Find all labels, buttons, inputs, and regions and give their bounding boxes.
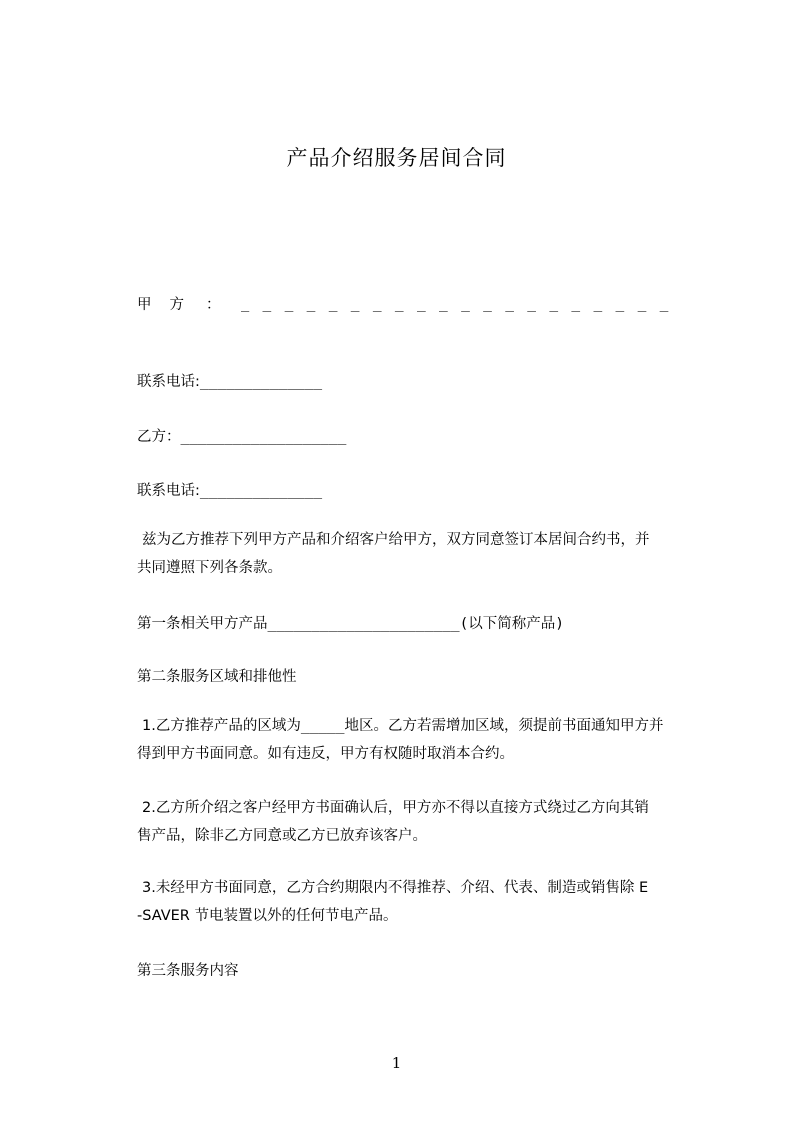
clause-2 xyxy=(137,794,702,850)
clause-1-pre: 1.乙方推荐产品的区域为 xyxy=(142,718,301,734)
clause-3-line-1: 3.未经甲方书面同意，乙方合约期限内不得推荐、介绍、代表、制造或销售除 E xyxy=(142,880,649,896)
intro-line-1: 兹为乙方推荐下列甲方产品和介绍客户给甲方，双方同意签订本居间合约书，并 xyxy=(142,532,650,548)
intro-line-2: 共同遵照下列各条款。 xyxy=(137,560,282,576)
clause-1-blank: _____ xyxy=(300,718,345,734)
party-b-field xyxy=(137,425,346,446)
article-1-blank: ______________________ xyxy=(267,616,460,632)
party-a-colon: ： xyxy=(206,297,221,313)
clause-1-post: 地区。乙方若需增加区域，须提前书面通知甲方并 xyxy=(344,718,664,734)
party-b-label: 乙方： xyxy=(137,429,181,445)
document-title: 产品介绍服务居间合同 xyxy=(286,146,507,170)
clause-3-line-2: -SAVER 节电装置以外的任何节电产品。 xyxy=(137,908,398,924)
party-b-phone-field xyxy=(137,479,322,500)
clause-2-line-1: 2.乙方所介绍之客户经甲方书面确认后，甲方亦不得以直接方式绕过乙方向其销 xyxy=(142,800,649,816)
page-number: 1 xyxy=(391,1054,402,1072)
intro-paragraph xyxy=(137,526,702,582)
party-a-phone-field xyxy=(137,370,322,391)
phone-label: 联系电话: xyxy=(137,374,200,390)
clause-2-line-2: 售产品，除非乙方同意或乙方已放弃该客户。 xyxy=(137,828,427,844)
clause-1 xyxy=(137,712,702,768)
party-a-field xyxy=(137,293,702,314)
clause-1-line-2: 得到甲方书面同意。如有违反，甲方有权随时取消本合约。 xyxy=(137,746,514,762)
phone-blank: ______________ xyxy=(199,374,323,390)
party-b-blank: ___________________ xyxy=(180,429,347,445)
phone-label: 联系电话: xyxy=(137,483,200,499)
article-1-suffix: (以下简称产品) xyxy=(459,616,565,632)
article-1 xyxy=(137,612,564,633)
article-1-text: 第一条相关甲方产品 xyxy=(137,616,268,632)
clause-3 xyxy=(137,874,702,930)
clause-1-line-1 xyxy=(137,712,702,740)
article-3-title: 第三条服务内容 xyxy=(137,963,239,979)
party-a-blank: _ _ _ _ _ _ _ _ _ _ _ _ _ _ _ _ _ _ _ _ xyxy=(240,295,671,312)
party-a-label: 甲方 xyxy=(137,297,202,313)
phone-blank: ______________ xyxy=(199,483,323,499)
article-2-title: 第二条服务区域和排他性 xyxy=(137,669,297,685)
